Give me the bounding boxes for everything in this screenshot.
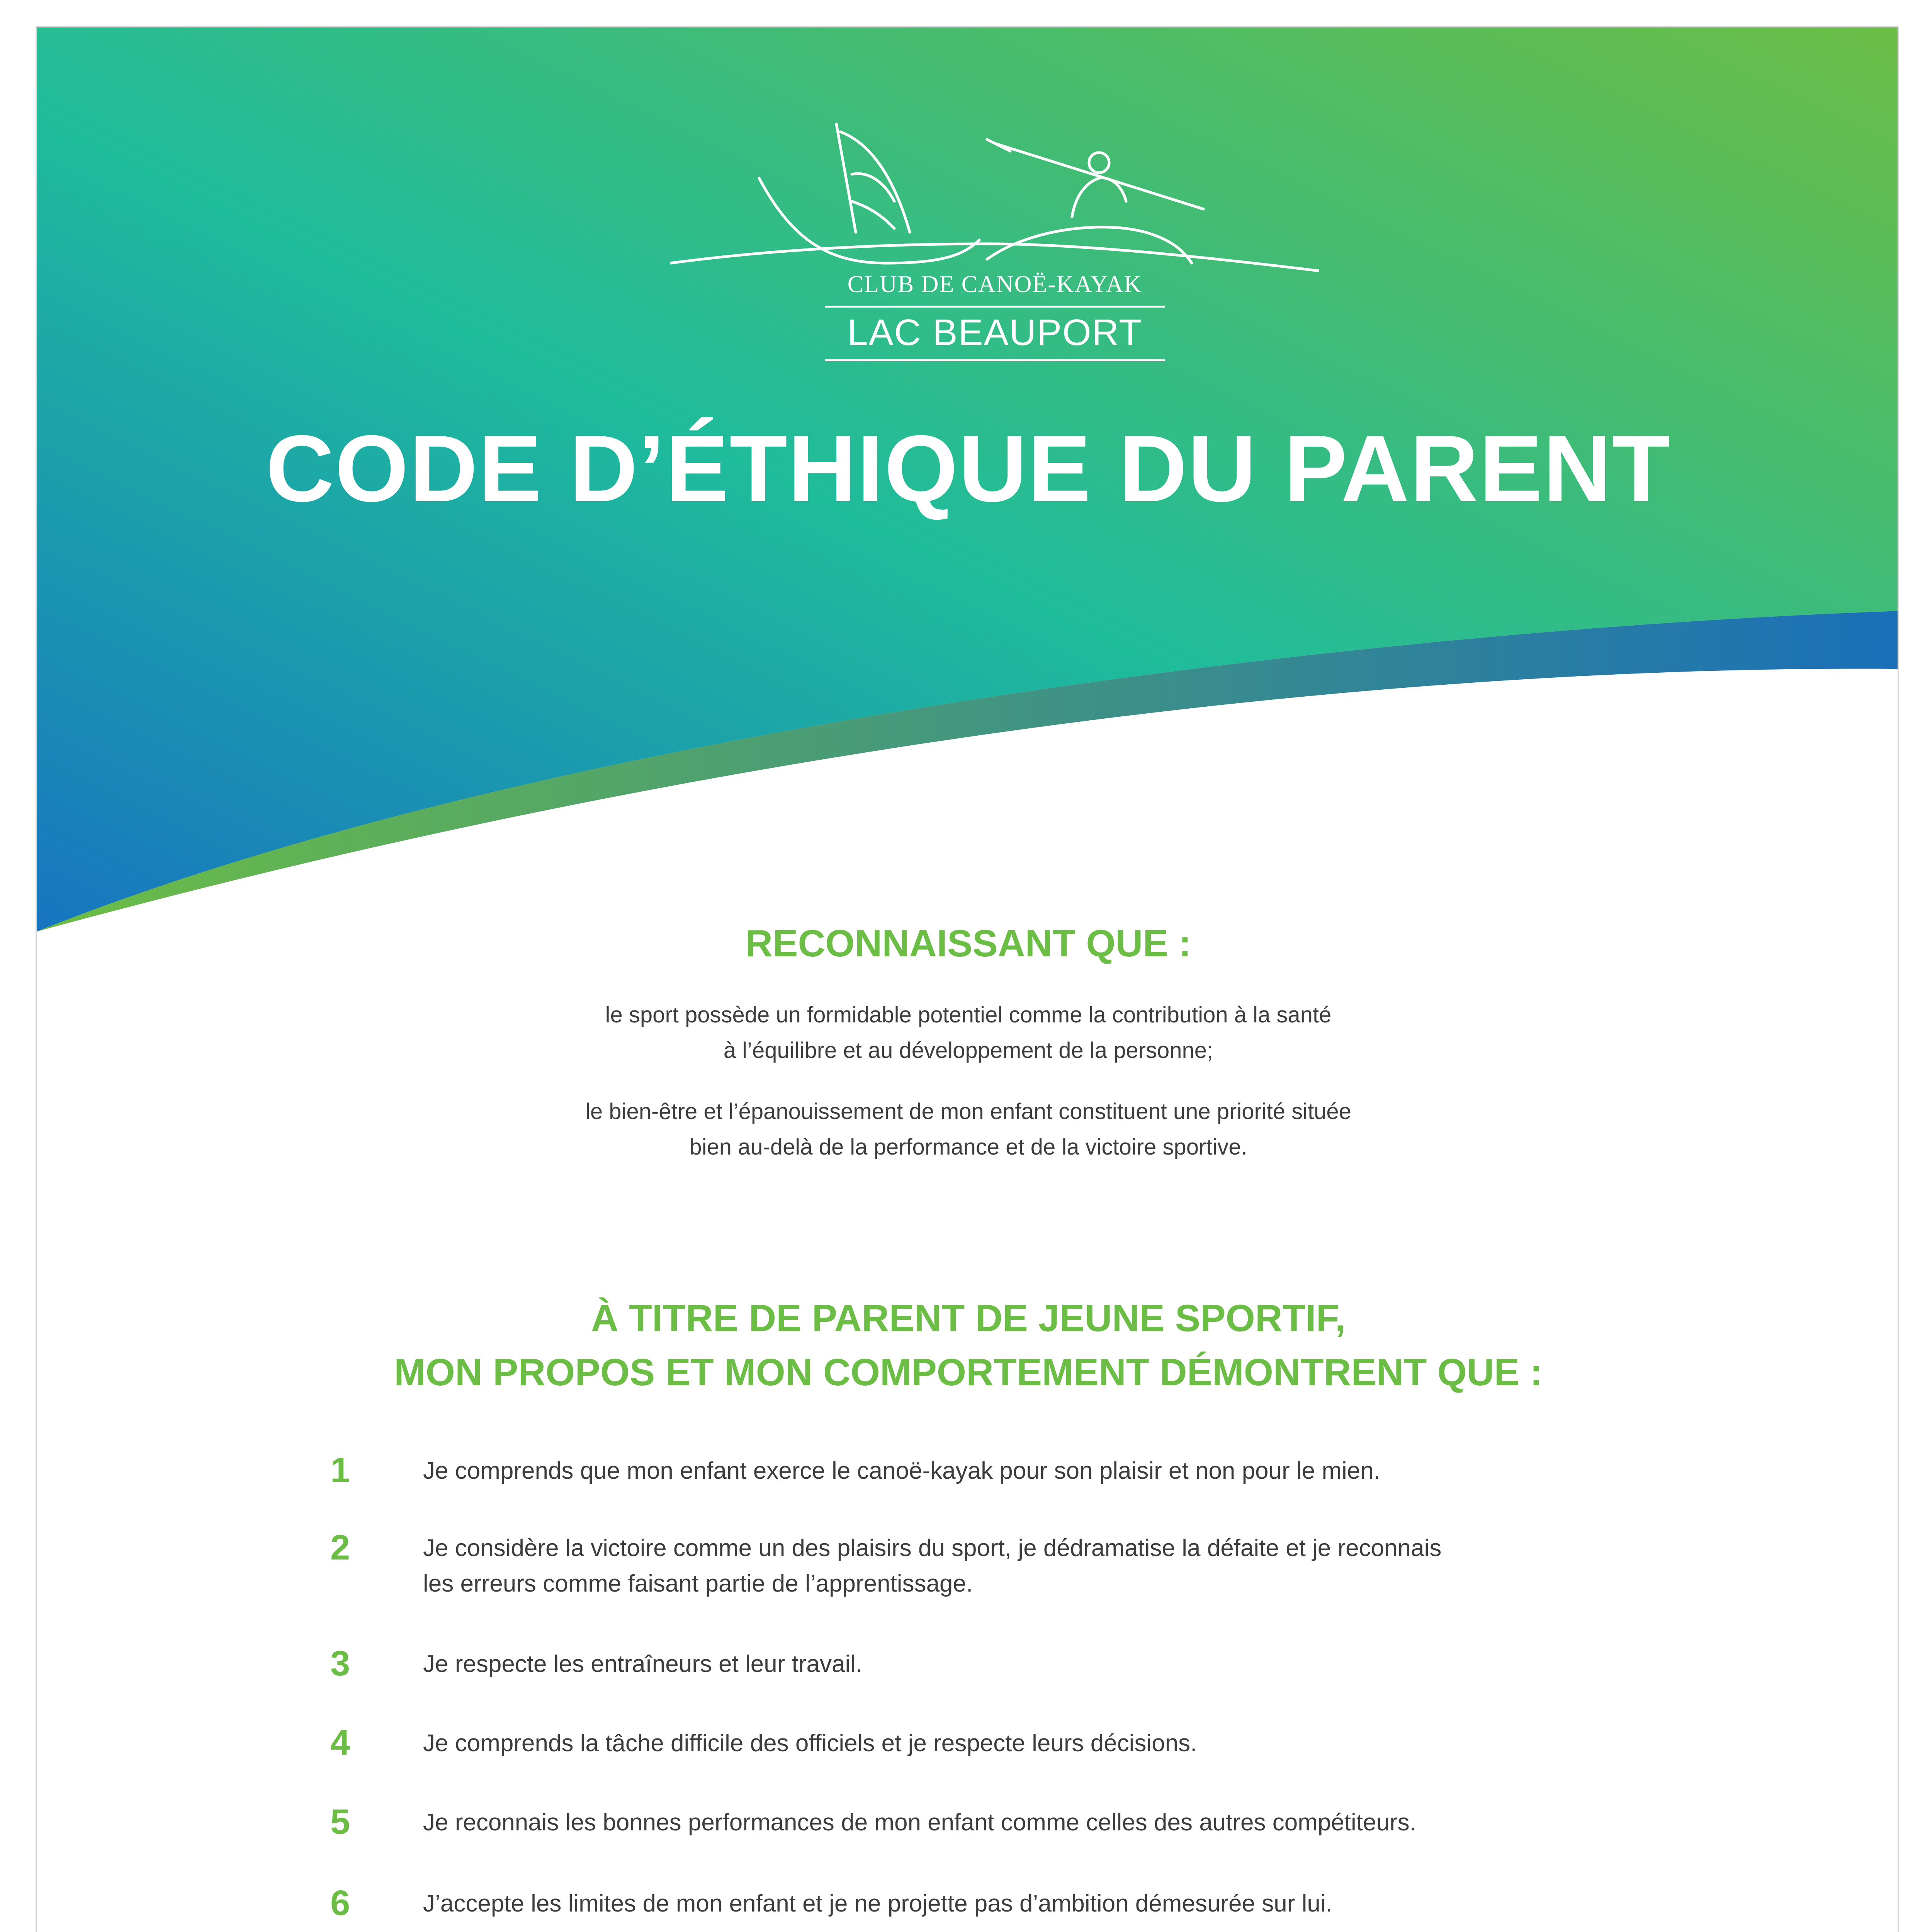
recognizing-paragraph-1 <box>37 997 1899 1068</box>
item-number: 5 <box>330 1802 350 1842</box>
item-text <box>423 1726 1698 1761</box>
item-number: 1 <box>330 1451 350 1490</box>
recognizing-p1-line1: le sport possède un formidable potentiel comme la contribution à la santé <box>605 1002 1332 1027</box>
item-text <box>423 1646 1698 1682</box>
item-line: Je comprends la tâche difficile des officiels et je respecte leurs décisions. <box>423 1730 1197 1757</box>
club-place: LAC BEAUPORT <box>825 306 1165 361</box>
item-number: 3 <box>330 1644 350 1683</box>
commitment-heading-line1: À TITRE DE PARENT DE JEUNE SPORTIF, <box>591 1297 1346 1339</box>
item-text <box>423 1531 1698 1602</box>
item-line: Je comprends que mon enfant exerce le canoë-kayak pour son plaisir et non pour le mien. <box>423 1458 1380 1484</box>
recognizing-paragraph-2 <box>37 1094 1899 1165</box>
item-text <box>423 1886 1698 1922</box>
recognizing-p2-line1: le bien-être et l’épanouissement de mon enfant constituent une priorité située <box>585 1099 1351 1124</box>
recognizing-heading: RECONNAISSANT QUE : <box>745 922 1191 964</box>
poster-page <box>36 26 1899 1932</box>
recognizing-p1-line2: à l’équilibre et au développement de la personne; <box>723 1038 1213 1063</box>
item-line: Je considère la victoire comme un des plaisirs du sport, je dédramatise la défaite et je reconnais <box>423 1535 1442 1561</box>
recognizing-p2-line2: bien au-delà de la performance et de la victoire sportive. <box>689 1134 1247 1160</box>
item-line: Je reconnais les bonnes performances de mon enfant comme celles des autres compétiteurs. <box>423 1809 1416 1836</box>
item-line: les erreurs comme faisant partie de l’apprentissage. <box>423 1570 973 1597</box>
item-line: Je respecte les entraîneurs et leur travail. <box>423 1651 863 1677</box>
commitment-heading <box>37 1291 1899 1399</box>
item-line: J’accepte les limites de mon enfant et je ne projette pas d’ambition démesurée sur lui. <box>423 1890 1332 1917</box>
item-text <box>423 1453 1698 1489</box>
commitment-heading-line2: MON PROPOS ET MON COMPORTEMENT DÉMONTRENT QUE : <box>394 1351 1543 1393</box>
item-text <box>423 1805 1698 1840</box>
page-title: CODE D’ÉTHIQUE DU PARENT <box>266 415 1671 521</box>
item-number: 6 <box>330 1883 350 1923</box>
club-name: CLUB DE CANOË-KAYAK <box>847 271 1142 298</box>
item-number: 4 <box>330 1723 350 1762</box>
item-number: 2 <box>330 1528 350 1567</box>
